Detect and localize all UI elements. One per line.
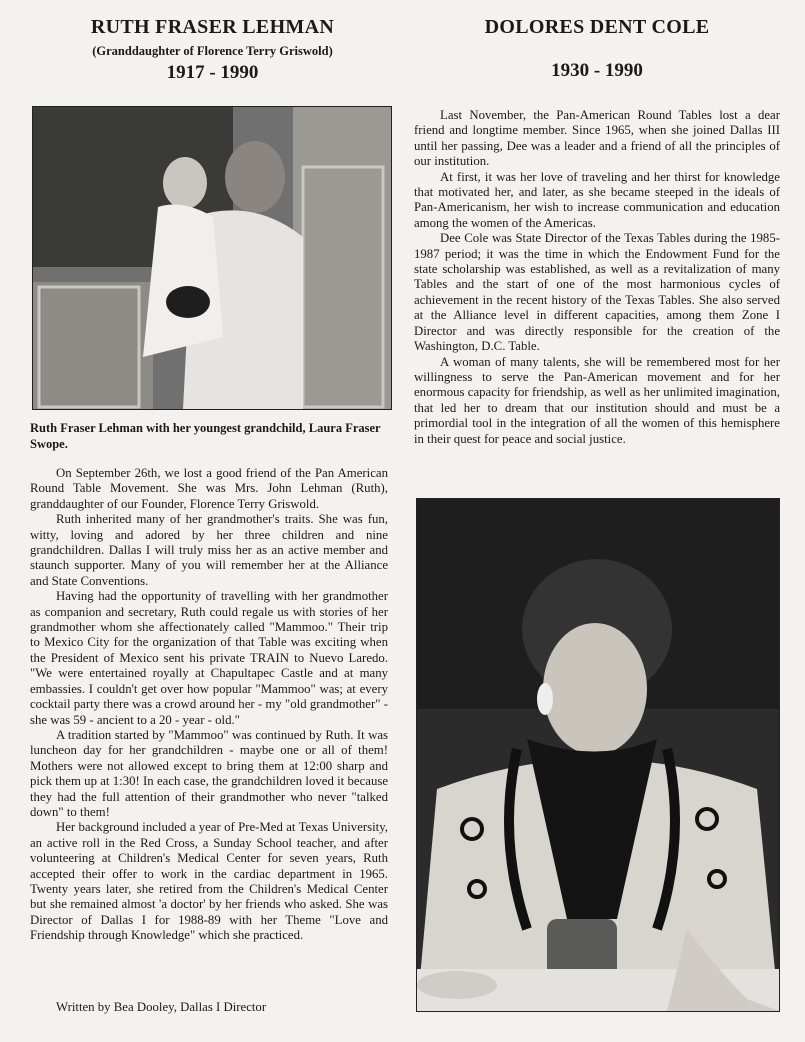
right-years: 1930 - 1990: [551, 60, 643, 81]
right-paragraph: At first, it was her love of traveling and her thirst for knowledge that motivated her, and later, as she became steeped in the ideals of Pan-Americanism, her wish to increase communication and education among the women of the Americas.: [414, 169, 780, 230]
left-name-heading: RUTH FRASER LEHMAN: [90, 16, 335, 38]
left-paragraph: Ruth inherited many of her grandmother's traits. She was fun, witty, loving and adored by her three children and nine grandchildren. Dallas I will truly miss her as an active member and staunch supporter. Many of you will remember her at the Alliance and State Conventions.: [30, 512, 388, 588]
left-subtitle: (Granddaughter of Florence Terry Griswold): [92, 44, 333, 58]
right-body: [414, 108, 780, 447]
left-photo-caption: Ruth Fraser Lehman with her youngest grandchild, Laura Fraser Swope.: [30, 421, 381, 451]
left-years: 1917 - 1990: [166, 62, 259, 83]
dolores-photo-image: [417, 499, 779, 1011]
left-byline: Written by Bea Dooley, Dallas I Director: [56, 1000, 267, 1014]
left-body: [30, 466, 388, 944]
right-paragraph: Dee Cole was State Director of the Texas Tables during the 1985-1987 period; it was the time in which the Endowment Fund for the state scholarship was established, as well as a revitalization of many Tables and the start of one of the most harmonious cycles of achievement in the recent history of the Texas Tables. She also served at the Alliance level in different capacities, among them Zone I Director and was directly responsible for the creation of the Washington, D.C. Table.: [414, 231, 780, 354]
right-name-heading: DOLORES DENT COLE: [484, 16, 710, 38]
right-paragraph: A woman of many talents, she will be remembered most for her willingness to serve the Pan-American movement and for her enormous capacity for friendship, as well as her unlimited imagination, that led her to dream that our institution should and must be a primordial tool in the integration of all the women of this hemisphere in their quest for peace and social justice.: [414, 354, 780, 446]
ruth-photo: [32, 106, 392, 410]
dolores-photo: [416, 498, 780, 1012]
left-paragraph: Her background included a year of Pre-Med at Texas University, an active roll in the Red Cross, a Sunday School teacher, and after volunteering at Children's Medical Center for seven years, Ruth accepted their offer to work in the cardiac department in 1965. Twenty years later, she retired from the Children's Medical Center but she remained almost 'a doctor' by her friends who asked. She was Director of Dallas I for 1988-89 with her Theme "Love and Friendship through Knowledge" which she practiced.: [30, 820, 388, 943]
left-paragraph: On September 26th, we lost a good friend of the Pan American Round Table Movement. She was Mrs. John Lehman (Ruth), granddaughter of our Founder, Florence Terry Griswold.: [30, 466, 388, 511]
right-paragraph: Last November, the Pan-American Round Tables lost a dear friend and longtime member. Since 1965, when she joined Dallas III until her passing, Dee was a leader and a friend of all the principles of our institution.: [414, 108, 780, 169]
left-paragraph: Having had the opportunity of travelling with her grandmother as companion and secretary, Ruth could regale us with stories of her grandmother whom she affectionately called "Mammoo." Their trip to Mexico City for the organization of that Table was exciting when the President of Mexico sent his private TRAIN to Nuevo Laredo. "We were entertained royally at Chapultapec Castle and at many embassies. I couldn't get over how popular "Mammoo" was; at every cocktail party there was a crowd around her - my "old grandmother" - she was 59 - ancient to a 20 - year - old.": [30, 589, 388, 727]
left-paragraph: A tradition started by "Mammoo" was continued by Ruth. It was luncheon day for her grandchildren - maybe one or all of them! Mothers were not allowed except to bring them at 12:00 sharp and pick them up at 1:30! In each case, the grandchildren loved it because they had the full attention of their grandmother who never "talked down" to them!: [30, 727, 388, 819]
ruth-photo-image: [33, 107, 391, 409]
